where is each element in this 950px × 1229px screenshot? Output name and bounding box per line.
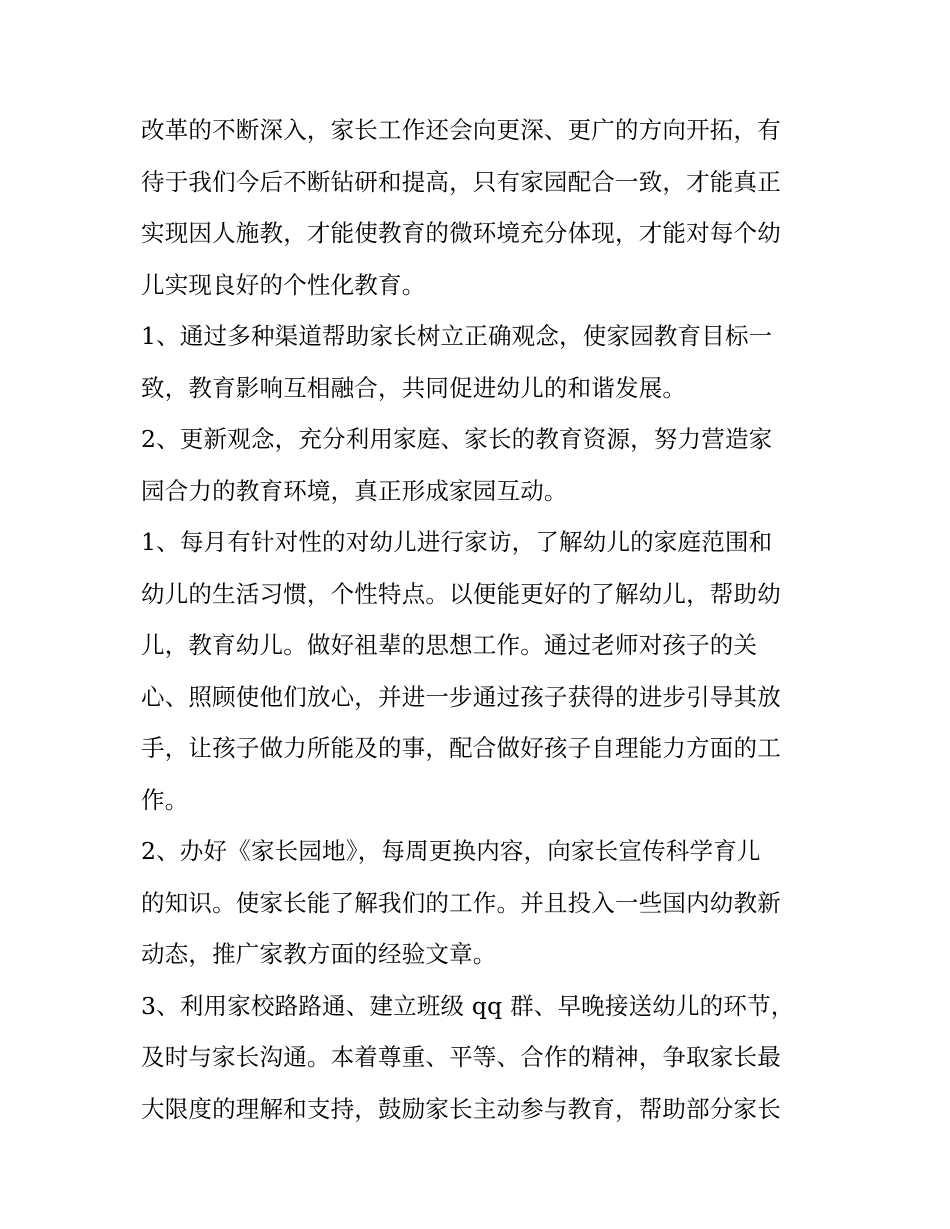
text-line: 作。 xyxy=(141,785,189,814)
body-text xyxy=(141,108,821,1138)
text-line: 3、利用家校路路通、建立班级 qq 群、早晚接送幼儿的环节， xyxy=(141,991,795,1020)
text-line: 园合力的教育环境，真正形成家园互动。 xyxy=(141,476,568,505)
text-line: 心、照顾使他们放心，并进一步通过孩子获得的进步引导其放 xyxy=(141,682,781,711)
text-line: 致，教育影响互相融合，共同促进幼儿的和谐发展。 xyxy=(141,373,687,402)
text-line: 的知识。使家长能了解我们的工作。并且投入一些国内幼教新 xyxy=(141,888,781,917)
text-line: 幼儿的生活习惯，个性特点。以便能更好的了解幼儿，帮助幼 xyxy=(141,579,781,608)
text-line: 待于我们今后不断钻研和提高，只有家园配合一致，才能真正 xyxy=(141,167,781,196)
text-line: 1、通过多种渠道帮助家长树立正确观念，使家园教育目标一 xyxy=(141,322,773,350)
text-line: 大限度的理解和支持，鼓励家长主动参与教育，帮助部分家长 xyxy=(141,1094,781,1123)
text-line: 1、每月有针对性的对幼儿进行家访，了解幼儿的家庭范围和 xyxy=(141,528,773,556)
text-line: 及时与家长沟通。本着尊重、平等、合作的精神，争取家长最 xyxy=(141,1043,781,1071)
text-line: 手，让孩子做力所能及的事，配合做好孩子自理能力方面的工 xyxy=(141,734,781,762)
text-line: 儿，教育幼儿。做好祖辈的思想工作。通过老师对孩子的关 xyxy=(141,631,758,659)
text-line: 2、更新观念，充分利用家庭、家长的教育资源，努力营造家 xyxy=(141,425,773,453)
text-line: 2、办好《家长园地》，每周更换内容，向家长宣传科学育儿 xyxy=(141,837,761,865)
text-line: 改革的不断深入，家长工作还会向更深、更广的方向开拓，有 xyxy=(141,116,781,144)
text-line: 实现因人施教，才能使教育的微环境充分体现，才能对每个幼 xyxy=(141,219,781,247)
text-line: 儿实现良好的个性化教育。 xyxy=(141,270,426,299)
text-line: 动态，推广家教方面的经验文章。 xyxy=(141,940,497,968)
